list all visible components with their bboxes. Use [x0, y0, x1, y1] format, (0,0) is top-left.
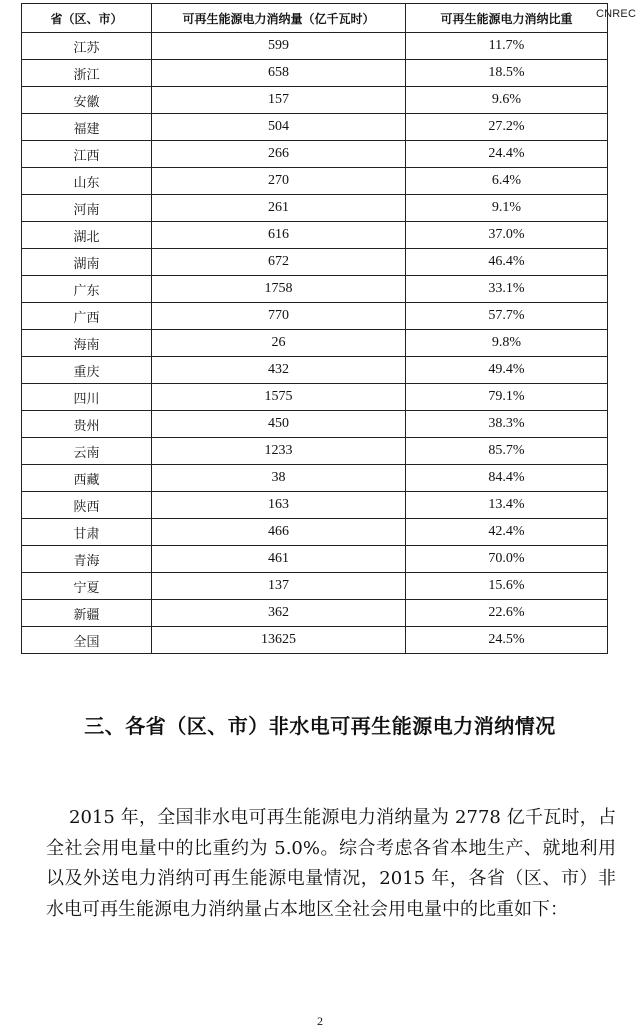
table-body — [22, 33, 608, 654]
province-cell: 重庆 — [22, 357, 152, 384]
table-row — [22, 330, 608, 357]
consumption-cell: 266 — [152, 141, 406, 168]
share-cell: 38.3% — [406, 411, 608, 438]
province-cell: 甘肃 — [22, 519, 152, 546]
consumption-table — [21, 3, 608, 654]
consumption-cell: 432 — [152, 357, 406, 384]
table-row — [22, 384, 608, 411]
table-row — [22, 141, 608, 168]
consumption-cell: 504 — [152, 114, 406, 141]
province-cell: 山东 — [22, 168, 152, 195]
table-row — [22, 87, 608, 114]
province-cell: 江西 — [22, 141, 152, 168]
province-cell: 浙江 — [22, 60, 152, 87]
share-cell: 37.0% — [406, 222, 608, 249]
table-row — [22, 438, 608, 465]
province-cell: 广东 — [22, 276, 152, 303]
share-cell: 57.7% — [406, 303, 608, 330]
province-cell: 江苏 — [22, 33, 152, 60]
table-row — [22, 492, 608, 519]
share-cell: 24.4% — [406, 141, 608, 168]
header-share: 可再生能源电力消纳比重 — [406, 4, 608, 33]
share-cell: 27.2% — [406, 114, 608, 141]
table-row — [22, 519, 608, 546]
province-cell: 全国 — [22, 627, 152, 654]
share-cell: 79.1% — [406, 384, 608, 411]
consumption-cell: 157 — [152, 87, 406, 114]
table-row — [22, 303, 608, 330]
consumption-cell: 261 — [152, 195, 406, 222]
consumption-cell: 770 — [152, 303, 406, 330]
table-row — [22, 357, 608, 384]
consumption-cell: 616 — [152, 222, 406, 249]
share-cell: 15.6% — [406, 573, 608, 600]
consumption-cell: 599 — [152, 33, 406, 60]
share-cell: 85.7% — [406, 438, 608, 465]
consumption-cell: 1758 — [152, 276, 406, 303]
consumption-cell: 13625 — [152, 627, 406, 654]
header-consumption: 可再生能源电力消纳量（亿千瓦时） — [152, 4, 406, 33]
province-cell: 陕西 — [22, 492, 152, 519]
table-row — [22, 627, 608, 654]
consumption-cell: 1233 — [152, 438, 406, 465]
table-row — [22, 465, 608, 492]
province-cell: 青海 — [22, 546, 152, 573]
province-cell: 湖南 — [22, 249, 152, 276]
share-cell: 49.4% — [406, 357, 608, 384]
table-row — [22, 600, 608, 627]
table-row — [22, 168, 608, 195]
consumption-cell: 672 — [152, 249, 406, 276]
share-cell: 9.1% — [406, 195, 608, 222]
share-cell: 6.4% — [406, 168, 608, 195]
table-row — [22, 33, 608, 60]
province-cell: 贵州 — [22, 411, 152, 438]
share-cell: 13.4% — [406, 492, 608, 519]
province-cell: 宁夏 — [22, 573, 152, 600]
share-cell: 46.4% — [406, 249, 608, 276]
table-row — [22, 114, 608, 141]
table-row — [22, 195, 608, 222]
table-row — [22, 60, 608, 87]
consumption-cell: 163 — [152, 492, 406, 519]
share-cell: 84.4% — [406, 465, 608, 492]
consumption-cell: 26 — [152, 330, 406, 357]
consumption-cell: 137 — [152, 573, 406, 600]
share-cell: 9.8% — [406, 330, 608, 357]
header-province: 省（区、市） — [22, 4, 152, 33]
share-cell: 33.1% — [406, 276, 608, 303]
table-row — [22, 573, 608, 600]
share-cell: 24.5% — [406, 627, 608, 654]
share-cell: 70.0% — [406, 546, 608, 573]
table-row — [22, 276, 608, 303]
section-heading: 三、各省（区、市）非水电可再生能源电力消纳情况 — [84, 714, 556, 738]
province-cell: 福建 — [22, 114, 152, 141]
province-cell: 西藏 — [22, 465, 152, 492]
watermark-text: CNREC — [596, 8, 637, 20]
province-cell: 河南 — [22, 195, 152, 222]
table-header-row — [22, 4, 608, 33]
page-number: 2 — [317, 1014, 323, 1028]
consumption-cell: 461 — [152, 546, 406, 573]
share-cell: 42.4% — [406, 519, 608, 546]
province-cell: 广西 — [22, 303, 152, 330]
consumption-cell: 450 — [152, 411, 406, 438]
province-cell: 安徽 — [22, 87, 152, 114]
province-cell: 湖北 — [22, 222, 152, 249]
province-cell: 四川 — [22, 384, 152, 411]
body-paragraph: 2015 年，全国非水电可再生能源电力消纳量为 2778 亿千瓦时，占全社会用电量中的比重约为 5.0%。综合考虑各省本地生产、就地利用以及外送电力消纳可再生能源电量情况，2015 年，各省（区、市）非水电可再生能源电力消纳量占本地区全社会用电量中的比重如下： — [46, 807, 616, 920]
table-row — [22, 411, 608, 438]
table-row — [22, 249, 608, 276]
consumption-cell: 38 — [152, 465, 406, 492]
province-cell: 新疆 — [22, 600, 152, 627]
consumption-cell: 1575 — [152, 384, 406, 411]
consumption-cell: 362 — [152, 600, 406, 627]
table-row — [22, 546, 608, 573]
share-cell: 22.6% — [406, 600, 608, 627]
share-cell: 11.7% — [406, 33, 608, 60]
table-row — [22, 222, 608, 249]
share-cell: 9.6% — [406, 87, 608, 114]
consumption-cell: 658 — [152, 60, 406, 87]
share-cell: 18.5% — [406, 60, 608, 87]
consumption-cell: 466 — [152, 519, 406, 546]
province-cell: 云南 — [22, 438, 152, 465]
consumption-cell: 270 — [152, 168, 406, 195]
province-cell: 海南 — [22, 330, 152, 357]
